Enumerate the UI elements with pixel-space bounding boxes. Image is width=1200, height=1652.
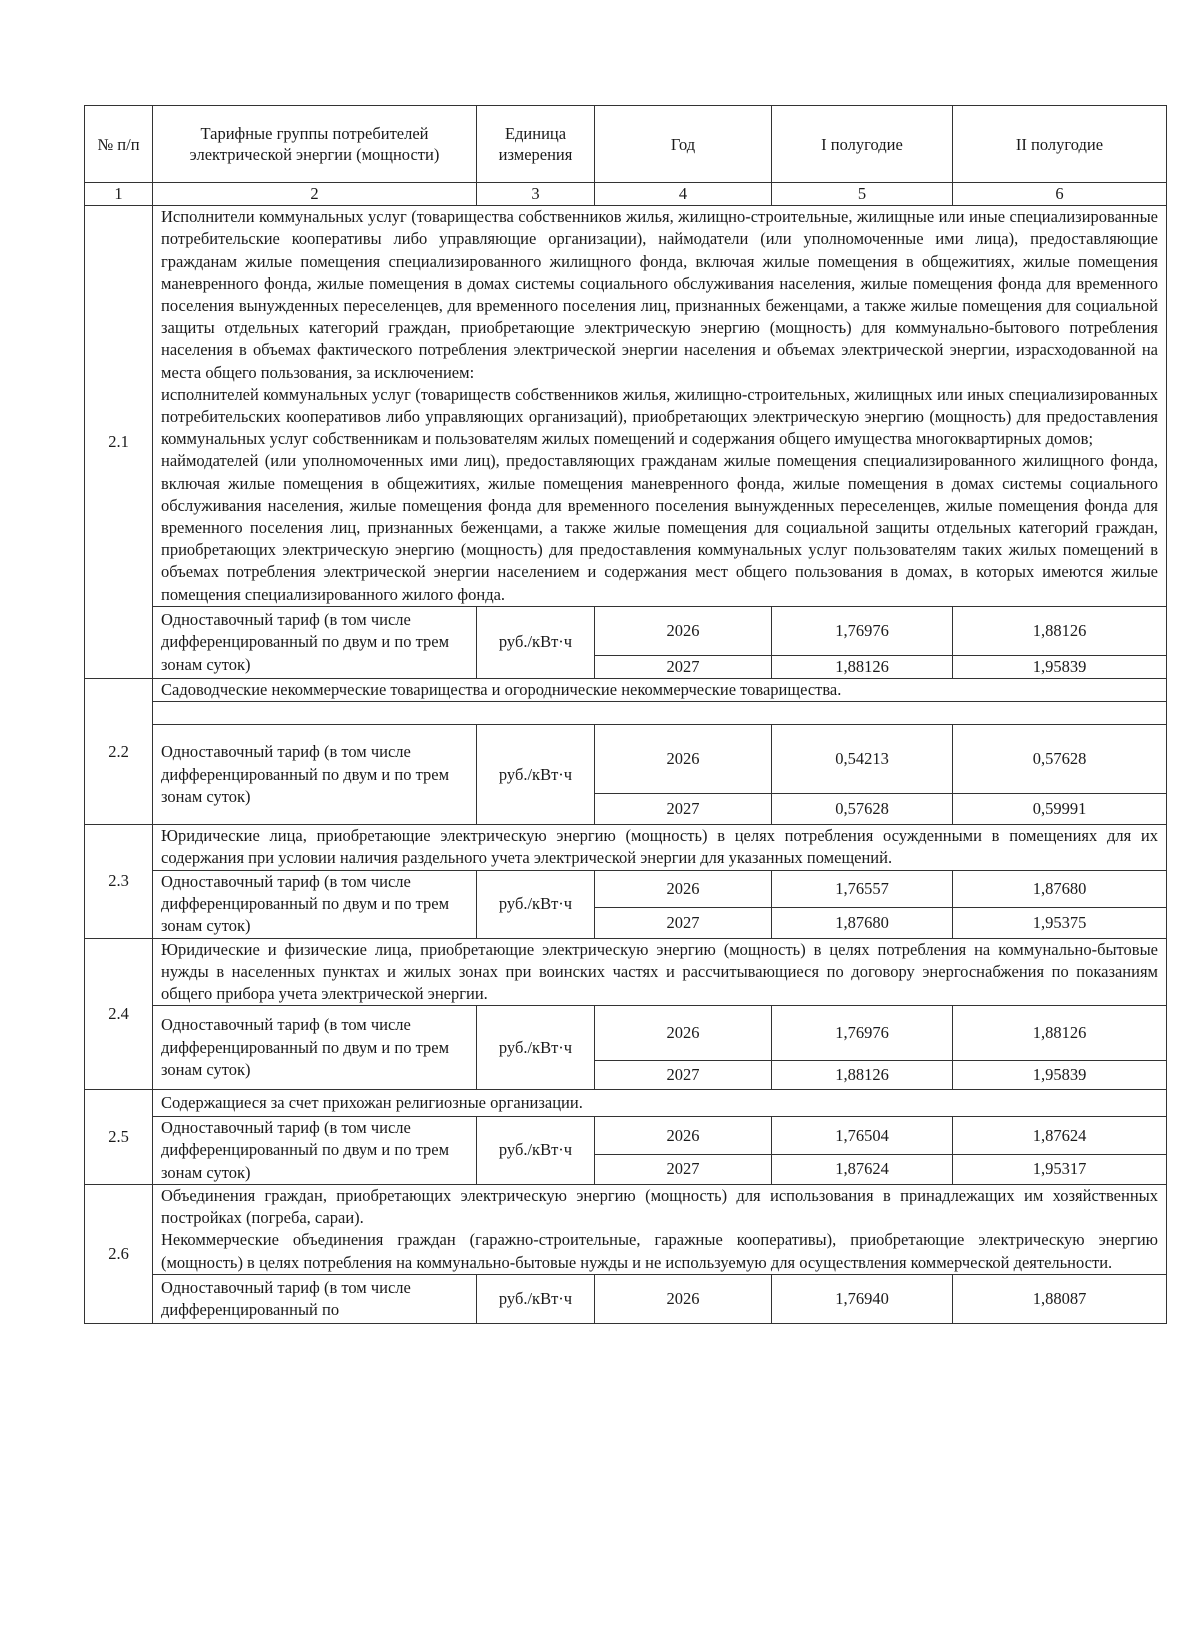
tariff-year: 2026 xyxy=(595,1006,772,1061)
column-number: 4 xyxy=(595,183,772,206)
section-number: 2.2 xyxy=(85,679,153,825)
tariff-year: 2027 xyxy=(595,794,772,825)
column-number: 6 xyxy=(953,183,1167,206)
section-paragraph: Некоммерческие объединения граждан (гаражно-строительные, гаражные кооперативы), приобретающие электрическую энергию (мощность) в целях потребления на коммунально-бытовые нужды и не используемую для осуществления коммерческой деятельности. xyxy=(161,1230,1158,1272)
section-paragraph: Юридические и физические лица, приобретающие электрическую энергию (мощность) в целях потребления на коммунально-бытовые нужды в населенных пунктах и жилых зонах при воинских частях и рассчитывающиеся по договору энергоснабжения по показаниям общего прибора учета электрической энергии. xyxy=(161,939,1158,1004)
tariff-row xyxy=(85,1274,1167,1323)
section-paragraph: Содержащиеся за счет прихожан религиозные организации. xyxy=(161,1093,583,1113)
tariff-unit: руб./кВт·ч xyxy=(477,1274,595,1323)
tariff-first-half-value: 0,54213 xyxy=(772,725,953,794)
tariff-year: 2027 xyxy=(595,655,772,678)
spacer-row xyxy=(85,702,1167,725)
tariff-second-half-value: 1,88126 xyxy=(953,1006,1167,1061)
section-description xyxy=(153,1184,1167,1274)
section-paragraph: Исполнители коммунальных услуг (товарищества собственников жилья, жилищно-строительные, жилищные или иные специализированные потребительские кооперативы либо управляющие организации), наймодатели (или уполномоченные ими лица), предоставляющие гражданам жилые помещения специализированного жилищного фонда, включая жилые помещения в общежитиях, жилые помещения маневренного фонда, жилые помещения в домах системы социального обслуживания населения, жилые помещения фонда для временного поселения вынужденных переселенцев, для временного поселения лиц, признанных беженцами, а также жилые помещения для социальной защиты отдельных категорий граждан, приобретающие электрическую энергию (мощность) для коммунально-бытового потребления населения в объемах фактического потребления электрической энергии населения и объемах электрической энергии, израсходованной на места общего пользования, за исключением: xyxy=(161,207,1158,382)
column-numbers-row xyxy=(85,183,1167,206)
tariff-name: Одноставочный тариф (в том числе дифференцированный по xyxy=(153,1274,477,1323)
section-description xyxy=(153,679,1167,702)
tariff-second-half-value: 1,95317 xyxy=(953,1155,1167,1185)
tariff-second-half-value: 1,88126 xyxy=(953,606,1167,655)
tariff-unit: руб./кВт·ч xyxy=(477,725,595,825)
tariff-year: 2027 xyxy=(595,1155,772,1185)
tariff-year: 2027 xyxy=(595,1061,772,1090)
section-paragraph: Объединения граждан, приобретающих электрическую энергию (мощность) для использования в принадлежащих им хозяйственных постройках (погреба, сараи). xyxy=(161,1185,1158,1228)
tariff-first-half-value: 1,76557 xyxy=(772,870,953,907)
section-description-row xyxy=(85,825,1167,870)
section-description-row xyxy=(85,938,1167,1006)
section-description xyxy=(153,206,1167,607)
column-number: 1 xyxy=(85,183,153,206)
tariff-row xyxy=(85,725,1167,794)
tariff-row xyxy=(85,870,1167,907)
tariff-year: 2027 xyxy=(595,907,772,938)
tariff-first-half-value: 1,88126 xyxy=(772,655,953,678)
tariff-unit: руб./кВт·ч xyxy=(477,870,595,938)
tariff-unit: руб./кВт·ч xyxy=(477,606,595,678)
tariff-first-half-value: 1,88126 xyxy=(772,1061,953,1090)
section-description-row xyxy=(85,1090,1167,1117)
section-number: 2.3 xyxy=(85,825,153,938)
header-tariff-groups: Тарифные группы потребителей электрической энергии (мощности) xyxy=(153,106,477,183)
section-description-row xyxy=(85,679,1167,702)
section-paragraph: Садоводческие некоммерческие товарищества и огороднические некоммерческие товарищества. xyxy=(161,680,842,700)
tariff-unit: руб./кВт·ч xyxy=(477,1006,595,1090)
tariff-second-half-value: 0,59991 xyxy=(953,794,1167,825)
header-row xyxy=(85,106,1167,183)
tariff-name: Одноставочный тариф (в том числе дифференцированный по двум и по трем зонам суток) xyxy=(153,1117,477,1185)
header-year: Год xyxy=(595,106,772,183)
section-description xyxy=(153,938,1167,1006)
section-description xyxy=(153,825,1167,870)
tariff-first-half-value: 1,87680 xyxy=(772,907,953,938)
tariff-table xyxy=(84,105,1167,1324)
section-description-row xyxy=(85,206,1167,607)
tariff-name: Одноставочный тариф (в том числе дифференцированный по двум и по трем зонам суток) xyxy=(153,870,477,938)
section-paragraph: Юридические лица, приобретающие электрическую энергию (мощность) в целях потребления осужденными в помещениях для их содержания при условии наличия раздельного учета электрической энергии для указанных помещений. xyxy=(161,826,1158,868)
tariff-year: 2026 xyxy=(595,1274,772,1323)
section-description-row xyxy=(85,1184,1167,1274)
tariff-first-half-value: 1,87624 xyxy=(772,1155,953,1185)
column-number: 3 xyxy=(477,183,595,206)
section-number: 2.1 xyxy=(85,206,153,679)
tariff-second-half-value: 1,88087 xyxy=(953,1274,1167,1323)
tariff-second-half-value: 1,87680 xyxy=(953,870,1167,907)
section-paragraph: исполнителей коммунальных услуг (товариществ собственников жилья, жилищно-строительных, жилищных или иных специализированных потребительских кооперативов либо управляющих организаций), приобретающих электрическую энергию (мощность) для предоставления коммунальных услуг собственникам и пользователям жилых помещений и содержания общего имущества многоквартирных домов; xyxy=(161,384,1158,449)
section-description xyxy=(153,1090,1167,1117)
tariff-first-half-value: 1,76976 xyxy=(772,1006,953,1061)
header-first-half: I полугодие xyxy=(772,106,953,183)
header-second-half: II полугодие xyxy=(953,106,1167,183)
tariff-second-half-value: 1,87624 xyxy=(953,1117,1167,1155)
tariff-unit: руб./кВт·ч xyxy=(477,1117,595,1185)
tariff-name: Одноставочный тариф (в том числе дифференцированный по двум и по трем зонам суток) xyxy=(153,725,477,825)
tariff-second-half-value: 1,95839 xyxy=(953,1061,1167,1090)
tariff-second-half-value: 0,57628 xyxy=(953,725,1167,794)
tariff-first-half-value: 1,76504 xyxy=(772,1117,953,1155)
column-number: 2 xyxy=(153,183,477,206)
section-number: 2.5 xyxy=(85,1090,153,1185)
tariff-year: 2026 xyxy=(595,606,772,655)
header-number: № п/п xyxy=(85,106,153,183)
empty-cell xyxy=(153,702,1167,725)
tariff-name: Одноставочный тариф (в том числе дифференцированный по двум и по трем зонам суток) xyxy=(153,606,477,678)
header-unit: Единица измерения xyxy=(477,106,595,183)
tariff-first-half-value: 0,57628 xyxy=(772,794,953,825)
tariff-first-half-value: 1,76976 xyxy=(772,606,953,655)
tariff-row xyxy=(85,1117,1167,1155)
tariff-year: 2026 xyxy=(595,725,772,794)
tariff-second-half-value: 1,95839 xyxy=(953,655,1167,678)
tariff-year: 2026 xyxy=(595,870,772,907)
tariff-name: Одноставочный тариф (в том числе дифференцированный по двум и по трем зонам суток) xyxy=(153,1006,477,1090)
tariff-second-half-value: 1,95375 xyxy=(953,907,1167,938)
section-number: 2.6 xyxy=(85,1184,153,1323)
column-number: 5 xyxy=(772,183,953,206)
tariff-row xyxy=(85,1006,1167,1061)
tariff-first-half-value: 1,76940 xyxy=(772,1274,953,1323)
tariff-row xyxy=(85,606,1167,655)
section-number: 2.4 xyxy=(85,938,153,1090)
section-paragraph: наймодателей (или уполномоченных ими лиц), предоставляющих гражданам жилые помещения специализированного жилищного фонда, включая жилые помещения в общежитиях, жилые помещения маневренного фонда, жилые помещения в домах системы социального обслуживания населения, жилые помещения фонда для временного поселения вынужденных переселенцев, жилые помещения фонда для временного поселения лиц, признанных беженцами, а также жилые помещения для социальной защиты отдельных категорий граждан, приобретающих электрическую энергию (мощность) для предоставления коммунальных услуг пользователям таких жилых помещений в объемах потребления электрической энергии населением и содержания мест общего пользования в домах, в которых имеются жилые помещения специализированного жилого фонда. xyxy=(161,451,1158,604)
tariff-year: 2026 xyxy=(595,1117,772,1155)
